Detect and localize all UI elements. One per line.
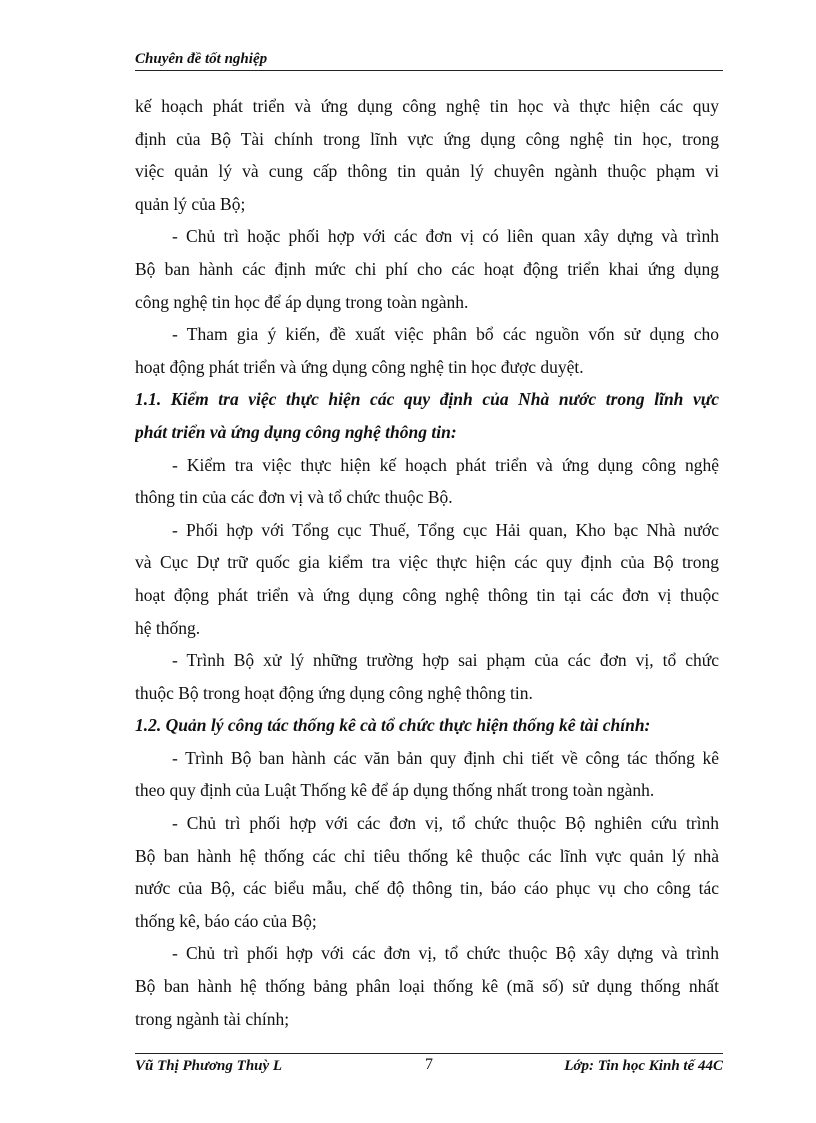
body-text-line: - Kiểm tra việc thực hiện kế hoạch phát triển và ứng dụng công nghệ — [172, 454, 719, 475]
section-heading-line: 1.1. Kiểm tra việc thực hiện các quy định của Nhà nước trong lĩnh vực — [135, 389, 719, 410]
body-text-line: và Cục Dự trữ quốc gia kiểm tra việc thực hiện các quy định của Bộ trong — [135, 552, 719, 573]
body-text-line: hệ thống. — [135, 617, 201, 638]
page-header — [135, 50, 723, 71]
body-text-line: Bộ ban hành hệ thống bảng phân loại thống kê (mã số) sử dụng thống nhất — [135, 976, 719, 997]
body-text-line: định của Bộ Tài chính trong lĩnh vực ứng dụng công nghệ tin học, trong — [135, 128, 719, 149]
section-heading-line: 1.2. Quản lý công tác thống kê cà tổ chức thực hiện thống kê tài chính: — [135, 715, 651, 736]
body-text-line: hoạt động phát triển và ứng dụng công nghệ thông tin tại các đơn vị thuộc — [135, 584, 719, 605]
body-text-line: - Chủ trì phối hợp với các đơn vị, tổ chức thuộc Bộ xây dựng và trình — [172, 943, 719, 964]
body-text-line: - Chủ trì hoặc phối hợp với các đơn vị có liên quan xây dựng và trình — [172, 226, 719, 247]
body-text-line: thông tin của các đơn vị và tổ chức thuộc Bộ. — [135, 487, 453, 508]
body-text-line: công nghệ tin học để áp dụng trong toàn ngành. — [135, 291, 469, 312]
body-text-line: - Trình Bộ ban hành các văn bản quy định chi tiết về công tác thống kê — [172, 747, 719, 768]
body-text-line: theo quy định của Luật Thống kê để áp dụng thống nhất trong toàn ngành. — [135, 780, 655, 801]
page-footer — [135, 1053, 723, 1084]
author-name: Vũ Thị Phương Thuỳ L — [135, 1058, 283, 1074]
document-title: Chuyên đề tốt nghiệp — [135, 51, 268, 67]
section-heading-line: phát triển và ứng dụng công nghệ thông tin: — [135, 421, 457, 442]
body-text-line: - Tham gia ý kiến, đề xuất việc phân bổ các nguồn vốn sử dụng cho — [172, 324, 719, 345]
body-text-line: Bộ ban hành hệ thống các chỉ tiêu thống kê thuộc các lĩnh vực quản lý nhà — [135, 845, 719, 866]
body-text-line: kế hoạch phát triển và ứng dụng công nghệ tin học và thực hiện các quy — [135, 96, 719, 116]
body-text-line: thống kê, báo cáo của Bộ; — [135, 910, 317, 931]
body-text-line: thuộc Bộ trong hoạt động ứng dụng công nghệ thông tin. — [135, 682, 533, 703]
class-label: Lớp: Tin học Kinh tế 44C — [564, 1058, 723, 1074]
body-text-line: - Phối hợp với Tổng cục Thuế, Tổng cục Hải quan, Kho bạc Nhà nước — [172, 519, 719, 540]
body-text-line: quản lý của Bộ; — [135, 193, 246, 214]
page-number: 7 — [425, 1056, 433, 1073]
body-text-line: - Trình Bộ xử lý những trường hợp sai phạm của các đơn vị, tổ chức — [172, 650, 719, 671]
body-text-line: nước của Bộ, các biểu mẫu, chế độ thông tin, báo cáo phục vụ cho công tác — [135, 878, 719, 899]
body-text-line: hoạt động phát triển và ứng dụng công nghệ tin học được duyệt. — [135, 356, 584, 377]
body-text-line: việc quản lý và cung cấp thông tin quản lý chuyên ngành thuộc phạm vi — [135, 161, 719, 182]
body-text-line: - Chủ trì phối hợp với các đơn vị, tổ chức thuộc Bộ nghiên cứu trình — [172, 813, 719, 834]
document-body — [135, 90, 719, 1035]
body-text-line: Bộ ban hành các định mức chi phí cho các hoạt động triển khai ứng dụng — [135, 258, 719, 279]
body-text-line: trong ngành tài chính; — [135, 1008, 290, 1029]
